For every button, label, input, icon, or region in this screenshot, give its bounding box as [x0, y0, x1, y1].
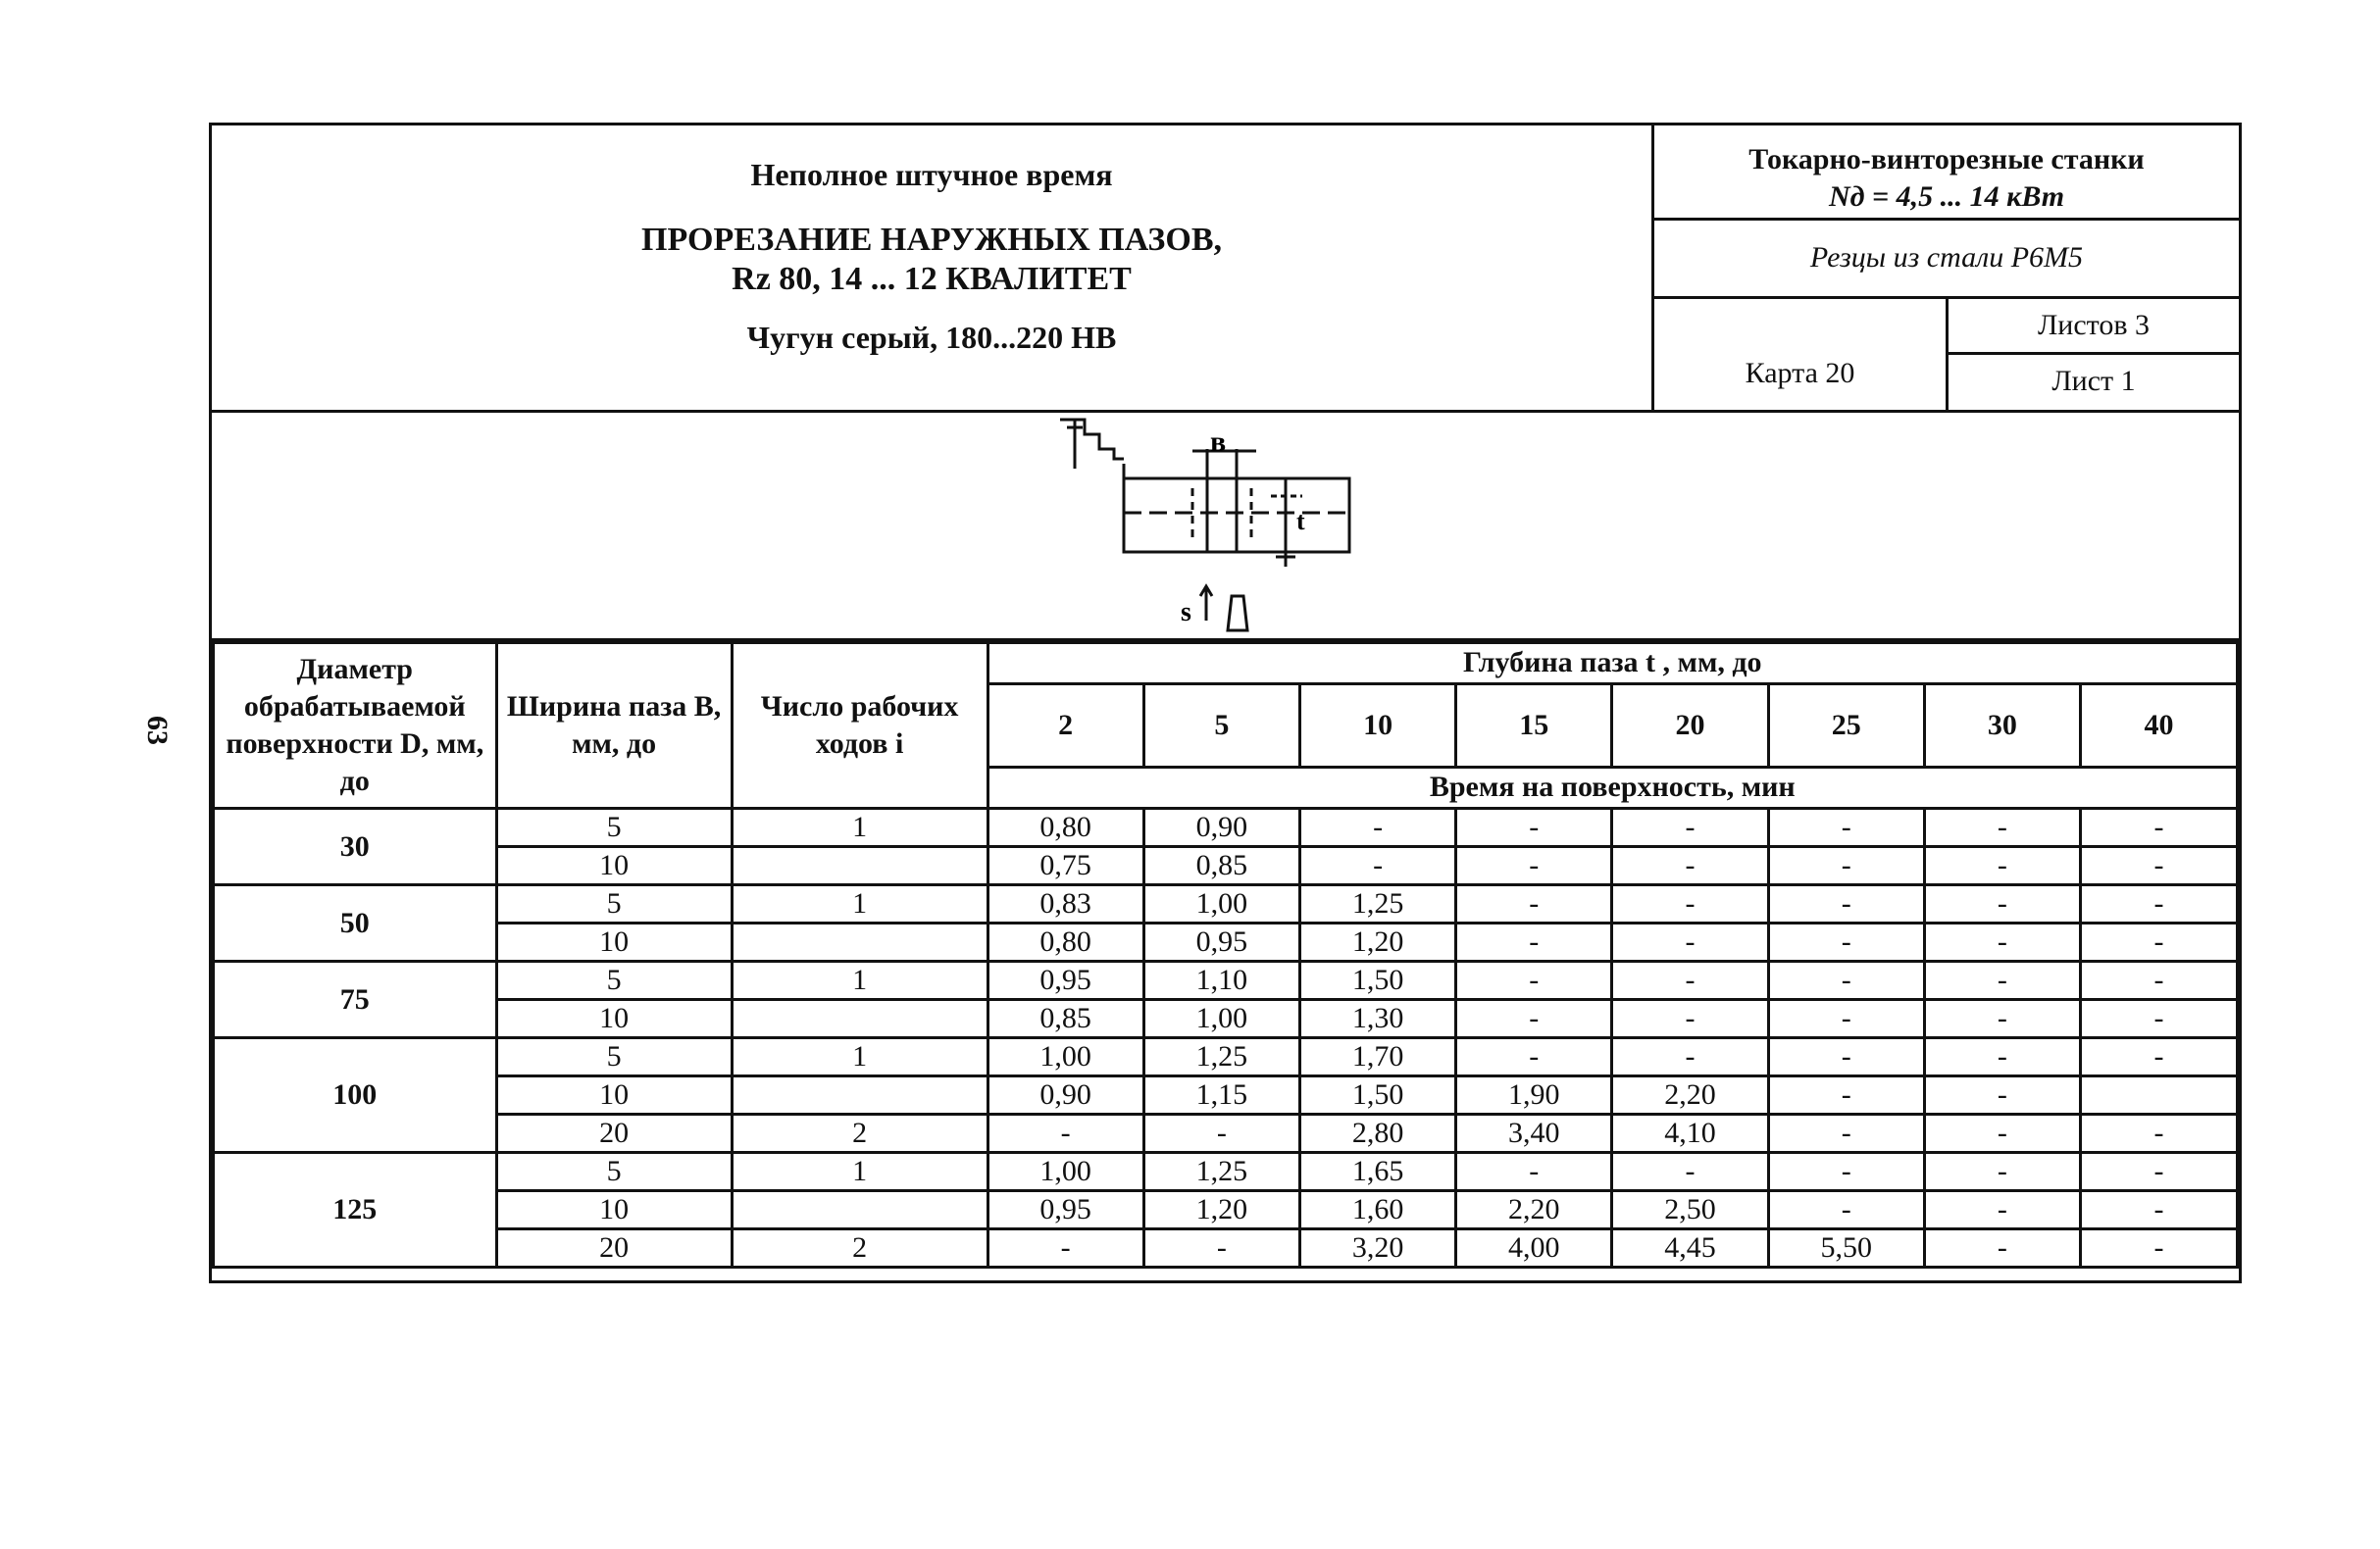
- time-value-cell: -: [1768, 1153, 1924, 1191]
- time-value-cell: -: [1612, 1038, 1768, 1076]
- time-value-cell: -: [1924, 1153, 2080, 1191]
- time-value-cell: 2,20: [1612, 1076, 1768, 1115]
- passes-cell: [732, 1076, 987, 1115]
- passes-cell: 1: [732, 1153, 987, 1191]
- depth-header: 40: [2080, 683, 2237, 767]
- chuck-jaw: [1060, 420, 1124, 459]
- depth-header: 5: [1143, 683, 1299, 767]
- time-value-cell: -: [1612, 847, 1768, 885]
- table-row: [214, 1038, 2238, 1076]
- depth-header: 10: [1299, 683, 1455, 767]
- time-value-cell: 0,95: [987, 1191, 1143, 1229]
- time-value-cell: 4,45: [1612, 1229, 1768, 1268]
- time-value-cell: -: [2080, 1038, 2237, 1076]
- time-value-cell: 1,10: [1143, 962, 1299, 1000]
- header-diameter: Диаметр обрабатываемой поверхности D, мм, до: [214, 643, 497, 809]
- time-value-cell: -: [2080, 847, 2237, 885]
- title-line-1: Неполное штучное время: [750, 157, 1113, 192]
- title-line-3: Rz 80, 14 ... 12 КВАЛИТЕТ: [732, 261, 1132, 297]
- sketch-label-width: в: [1210, 425, 1227, 458]
- time-value-cell: -: [2080, 1191, 2237, 1229]
- table-row: [214, 809, 2238, 847]
- time-value-cell: 1,20: [1143, 1191, 1299, 1229]
- tool-cell: Резцы из стали Р6М5: [1654, 221, 2239, 299]
- time-value-cell: -: [2080, 962, 2237, 1000]
- time-value-cell: -: [2080, 809, 2237, 847]
- time-value-cell: 1,90: [1456, 1076, 1612, 1115]
- passes-cell: [732, 847, 987, 885]
- time-value-cell: -: [1924, 885, 2080, 924]
- time-table: [212, 641, 2239, 1269]
- width-cell: 5: [496, 885, 732, 924]
- time-value-cell: -: [2080, 1153, 2237, 1191]
- passes-cell: 1: [732, 962, 987, 1000]
- time-value-cell: -: [2080, 924, 2237, 962]
- time-value-cell: -: [1924, 1076, 2080, 1115]
- depth-header: 30: [1924, 683, 2080, 767]
- width-cell: 5: [496, 1153, 732, 1191]
- time-value-cell: -: [1612, 1153, 1768, 1191]
- time-value-cell: 1,50: [1299, 962, 1455, 1000]
- time-value-cell: -: [987, 1229, 1143, 1268]
- time-value-cell: 1,15: [1143, 1076, 1299, 1115]
- time-value-cell: -: [1924, 924, 2080, 962]
- title-line-2: ПРОРЕЗАНИЕ НАРУЖНЫХ ПАЗОВ,: [641, 222, 1222, 258]
- time-value-cell: -: [1612, 924, 1768, 962]
- depth-header: 15: [1456, 683, 1612, 767]
- width-cell: 20: [496, 1115, 732, 1153]
- time-value-cell: -: [1456, 1153, 1612, 1191]
- time-value-cell: -: [1924, 1000, 2080, 1038]
- time-value-cell: -: [1924, 1229, 2080, 1268]
- time-value-cell: 1,00: [1143, 1000, 1299, 1038]
- width-cell: 5: [496, 1038, 732, 1076]
- time-value-cell: -: [1924, 847, 2080, 885]
- width-cell: 5: [496, 809, 732, 847]
- title-block: [212, 125, 1654, 410]
- table-row: [214, 1153, 2238, 1191]
- time-value-cell: -: [1768, 1000, 1924, 1038]
- time-value-cell: -: [1768, 962, 1924, 1000]
- table-row: [214, 962, 2238, 1000]
- table-row: [214, 1000, 2238, 1038]
- time-value-cell: -: [2080, 1000, 2237, 1038]
- table-row: [214, 1076, 2238, 1115]
- time-value-cell: -: [1612, 1000, 1768, 1038]
- time-value-cell: 5,50: [1768, 1229, 1924, 1268]
- header-time-group: Время на поверхность, мин: [987, 767, 2237, 808]
- table-row: [214, 847, 2238, 885]
- time-value-cell: 0,80: [987, 924, 1143, 962]
- time-value-cell: -: [1768, 1191, 1924, 1229]
- time-value-cell: -: [1612, 962, 1768, 1000]
- time-value-cell: 4,10: [1612, 1115, 1768, 1153]
- width-cell: 10: [496, 1076, 732, 1115]
- time-value-cell: -: [1456, 885, 1612, 924]
- time-value-cell: 1,50: [1299, 1076, 1455, 1115]
- time-value-cell: 4,00: [1456, 1229, 1612, 1268]
- table-row: [214, 1115, 2238, 1153]
- time-value-cell: 0,95: [1143, 924, 1299, 962]
- groove: [1207, 478, 1237, 552]
- time-value-cell: [2080, 1076, 2237, 1115]
- diameter-cell: 30: [214, 809, 497, 885]
- time-value-cell: -: [1612, 885, 1768, 924]
- time-value-cell: -: [1143, 1229, 1299, 1268]
- time-value-cell: -: [1768, 847, 1924, 885]
- header-depth-group: Глубина паза t , мм, до: [987, 643, 2237, 684]
- width-cell: 20: [496, 1229, 732, 1268]
- time-value-cell: -: [1768, 885, 1924, 924]
- width-cell: 5: [496, 962, 732, 1000]
- passes-cell: 1: [732, 809, 987, 847]
- width-cell: 10: [496, 847, 732, 885]
- machine-line-1: Токарно-винторезные станки: [1748, 143, 2145, 175]
- time-value-cell: -: [2080, 1229, 2237, 1268]
- time-value-cell: -: [1612, 809, 1768, 847]
- groove-sketch: [1055, 410, 1408, 638]
- time-value-cell: -: [1768, 809, 1924, 847]
- sheets-cell: Листов 3: [1949, 299, 2239, 355]
- table-row: [214, 1229, 2238, 1268]
- time-value-cell: 0,85: [987, 1000, 1143, 1038]
- title-line-4: Чугун серый, 180...220 НВ: [746, 320, 1117, 355]
- header-passes: Число рабочих ходов i: [732, 643, 987, 809]
- time-value-cell: -: [1456, 809, 1612, 847]
- machine-cell: [1654, 125, 2239, 221]
- time-value-cell: 1,20: [1299, 924, 1455, 962]
- time-value-cell: -: [1456, 1038, 1612, 1076]
- cutting-tool: [1228, 596, 1247, 630]
- time-value-cell: -: [1143, 1115, 1299, 1153]
- time-value-cell: 2,80: [1299, 1115, 1455, 1153]
- depth-header: 20: [1612, 683, 1768, 767]
- passes-cell: [732, 1191, 987, 1229]
- passes-cell: [732, 1000, 987, 1038]
- meta-block: [1654, 125, 2239, 410]
- diameter-cell: 75: [214, 962, 497, 1038]
- sheet-cell: Лист 1: [2051, 365, 2136, 397]
- table-row: [214, 1191, 2238, 1229]
- time-value-cell: 1,65: [1299, 1153, 1455, 1191]
- time-value-cell: 1,00: [1143, 885, 1299, 924]
- sketch-area: [212, 410, 2239, 641]
- time-value-cell: -: [1299, 809, 1455, 847]
- time-value-cell: -: [1924, 1115, 2080, 1153]
- time-value-cell: -: [1924, 1038, 2080, 1076]
- time-value-cell: -: [1456, 924, 1612, 962]
- passes-cell: [732, 924, 987, 962]
- sketch-label-feed: s: [1181, 597, 1191, 627]
- time-value-cell: -: [1924, 809, 2080, 847]
- time-value-cell: 1,00: [987, 1153, 1143, 1191]
- time-value-cell: 3,20: [1299, 1229, 1455, 1268]
- time-value-cell: 1,25: [1299, 885, 1455, 924]
- time-value-cell: -: [1456, 1000, 1612, 1038]
- time-value-cell: 1,30: [1299, 1000, 1455, 1038]
- depth-header: 25: [1768, 683, 1924, 767]
- time-value-cell: 0,90: [1143, 809, 1299, 847]
- time-value-cell: 2,50: [1612, 1191, 1768, 1229]
- time-value-cell: 0,95: [987, 962, 1143, 1000]
- time-value-cell: 0,85: [1143, 847, 1299, 885]
- time-value-cell: -: [2080, 885, 2237, 924]
- time-value-cell: -: [1768, 1038, 1924, 1076]
- time-value-cell: -: [1768, 924, 1924, 962]
- passes-cell: 2: [732, 1229, 987, 1268]
- width-cell: 10: [496, 1000, 732, 1038]
- page-number: 63: [141, 716, 174, 745]
- passes-cell: 1: [732, 885, 987, 924]
- time-value-cell: -: [1768, 1115, 1924, 1153]
- time-value-cell: 0,83: [987, 885, 1143, 924]
- depth-header: 2: [987, 683, 1143, 767]
- time-value-cell: -: [1924, 962, 2080, 1000]
- time-value-cell: -: [2080, 1115, 2237, 1153]
- time-value-cell: -: [1924, 1191, 2080, 1229]
- time-value-cell: 0,75: [987, 847, 1143, 885]
- card-cell: Карта 20: [1654, 299, 1949, 410]
- time-value-cell: -: [1456, 847, 1612, 885]
- time-value-cell: 0,80: [987, 809, 1143, 847]
- time-value-cell: -: [1299, 847, 1455, 885]
- time-value-cell: 1,25: [1143, 1038, 1299, 1076]
- time-value-cell: -: [1768, 1076, 1924, 1115]
- time-value-cell: 3,40: [1456, 1115, 1612, 1153]
- time-value-cell: 1,25: [1143, 1153, 1299, 1191]
- machine-line-2: Nд = 4,5 ... 14 кВт: [1828, 180, 2065, 213]
- header: [212, 125, 2239, 413]
- table-row: [214, 885, 2238, 924]
- time-value-cell: 2,20: [1456, 1191, 1612, 1229]
- time-value-cell: 1,70: [1299, 1038, 1455, 1076]
- header-width: Ширина паза B, мм, до: [496, 643, 732, 809]
- document-frame: [209, 123, 2242, 1283]
- time-value-cell: -: [1456, 962, 1612, 1000]
- passes-cell: 1: [732, 1038, 987, 1076]
- time-value-cell: 0,90: [987, 1076, 1143, 1115]
- time-value-cell: 1,00: [987, 1038, 1143, 1076]
- width-cell: 10: [496, 924, 732, 962]
- diameter-cell: 100: [214, 1038, 497, 1153]
- diameter-cell: 50: [214, 885, 497, 962]
- sketch-label-depth: t: [1296, 507, 1305, 535]
- width-cell: 10: [496, 1191, 732, 1229]
- passes-cell: 2: [732, 1115, 987, 1153]
- table-row: [214, 924, 2238, 962]
- time-value-cell: 1,60: [1299, 1191, 1455, 1229]
- diameter-cell: 125: [214, 1153, 497, 1268]
- time-value-cell: -: [987, 1115, 1143, 1153]
